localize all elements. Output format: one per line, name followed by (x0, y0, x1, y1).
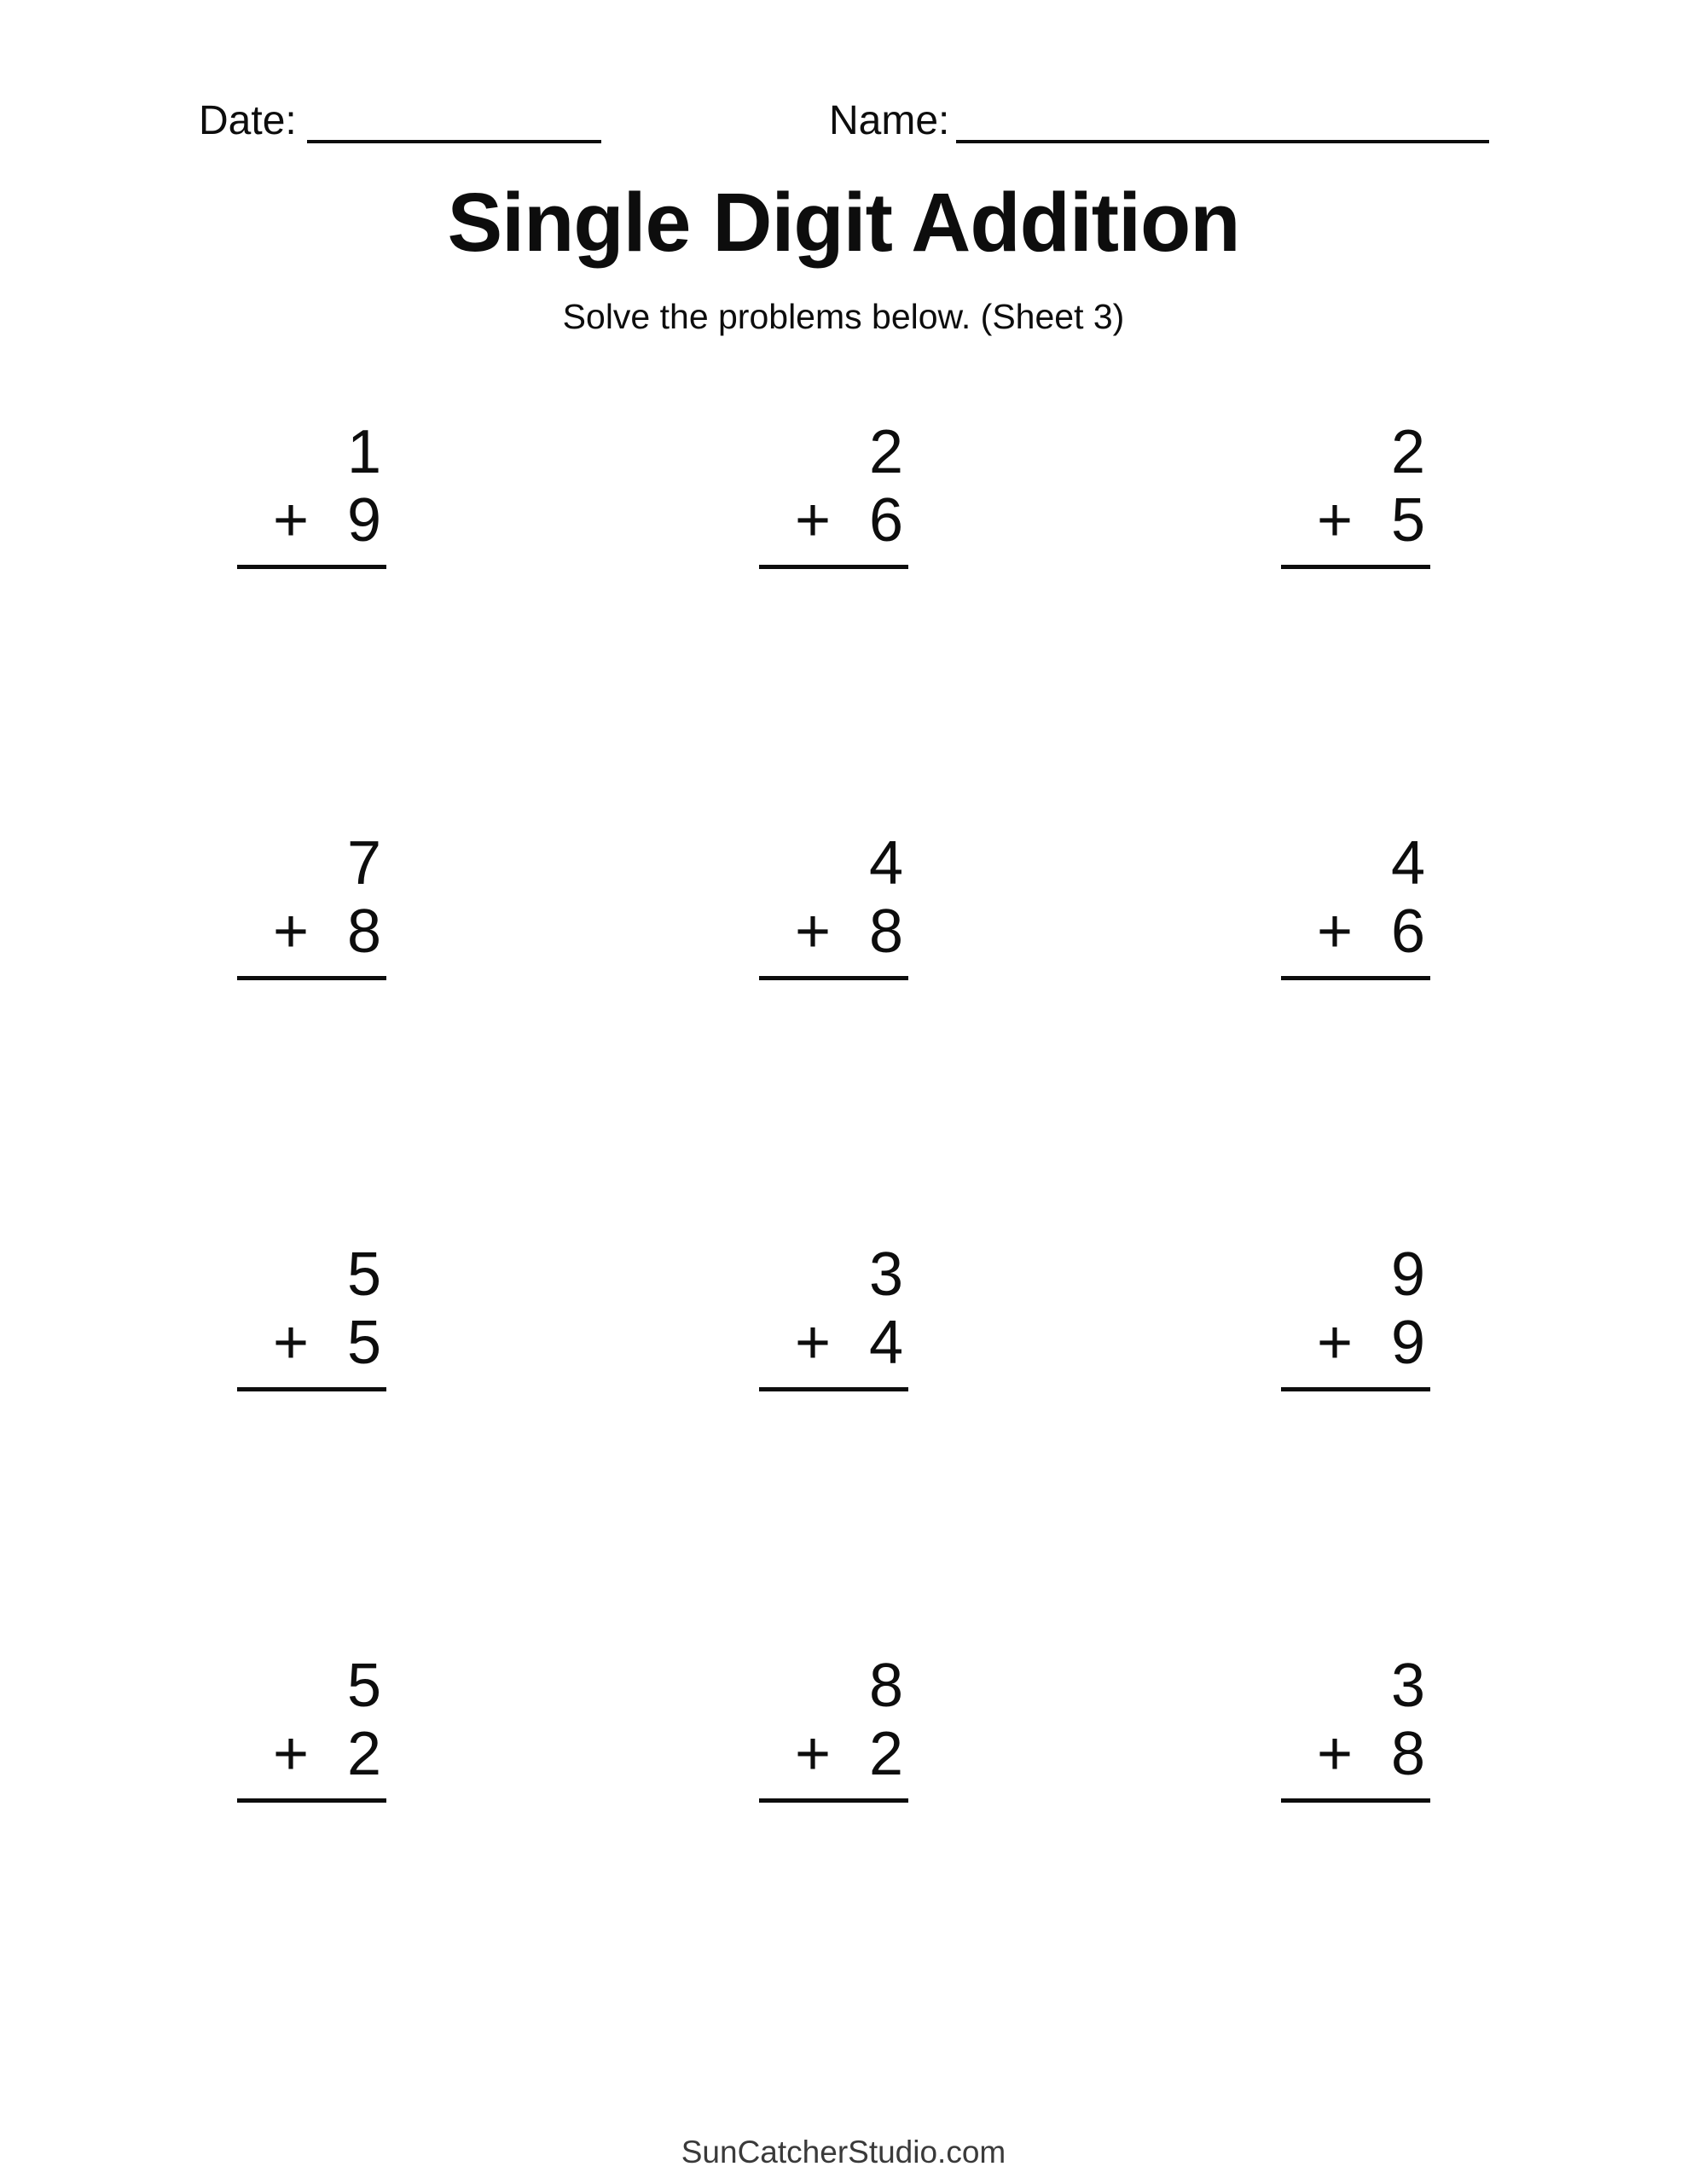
answer-line (1281, 1798, 1430, 1803)
footer-credit: SunCatcherStudio.com (681, 2135, 1006, 2169)
bottom-operand-row (237, 1309, 386, 1377)
plus-operator: + (1317, 1720, 1354, 1788)
top-operand: 5 (346, 1240, 381, 1309)
name-label: Name: (829, 98, 950, 143)
name-blank-line (956, 102, 1489, 143)
answer-line (1281, 1387, 1430, 1391)
answer-line (759, 1798, 908, 1803)
date-field (199, 99, 601, 143)
plus-operator: + (795, 897, 832, 966)
bottom-operand: 5 (346, 1309, 381, 1377)
worksheet-title: Single Digit Addition (447, 176, 1240, 269)
plus-operator: + (795, 1309, 832, 1377)
addition-problem (1281, 418, 1430, 572)
top-operand: 3 (1390, 1652, 1425, 1720)
bottom-operand: 9 (1390, 1309, 1425, 1377)
addition-problem (237, 418, 386, 572)
bottom-operand-row (237, 897, 386, 966)
bottom-operand-row (237, 486, 386, 555)
date-label: Date: (199, 98, 297, 143)
bottom-operand-row (759, 486, 908, 555)
bottom-operand: 8 (1390, 1720, 1425, 1788)
plus-operator: + (795, 1720, 832, 1788)
worksheet-subtitle: Solve the problems below. (Sheet 3) (562, 297, 1125, 336)
bottom-operand-row (759, 897, 908, 966)
answer-line (759, 976, 908, 980)
top-operand: 1 (346, 418, 381, 486)
bottom-operand: 8 (868, 897, 903, 966)
bottom-operand-row (1281, 1720, 1430, 1788)
plus-operator: + (1317, 897, 1354, 966)
bottom-operand: 5 (1390, 486, 1425, 555)
top-operand: 4 (868, 829, 903, 897)
plus-operator: + (1317, 486, 1354, 555)
date-blank-line (307, 102, 601, 143)
bottom-operand-row (237, 1720, 386, 1788)
bottom-operand-row (1281, 897, 1430, 966)
top-operand: 8 (868, 1652, 903, 1720)
top-operand: 5 (346, 1652, 381, 1720)
top-operand: 7 (346, 829, 381, 897)
answer-line (759, 565, 908, 569)
plus-operator: + (273, 1309, 310, 1377)
bottom-operand-row (1281, 486, 1430, 555)
bottom-operand-row (759, 1309, 908, 1377)
bottom-operand: 6 (1390, 897, 1425, 966)
bottom-operand-row (1281, 1309, 1430, 1377)
bottom-operand: 8 (346, 897, 381, 966)
top-operand: 9 (1390, 1240, 1425, 1309)
addition-problem (759, 1652, 908, 1805)
addition-problem (237, 1652, 386, 1805)
plus-operator: + (273, 486, 310, 555)
answer-line (237, 1798, 386, 1803)
addition-problem (237, 1240, 386, 1394)
plus-operator: + (273, 897, 310, 966)
top-operand: 4 (1390, 829, 1425, 897)
answer-line (1281, 565, 1430, 569)
answer-line (237, 976, 386, 980)
problems-grid (237, 418, 1430, 1805)
bottom-operand: 6 (868, 486, 903, 555)
answer-line (237, 1387, 386, 1391)
addition-problem (759, 418, 908, 572)
bottom-operand: 9 (346, 486, 381, 555)
top-operand: 2 (1390, 418, 1425, 486)
addition-problem (759, 1240, 908, 1394)
bottom-operand: 2 (346, 1720, 381, 1788)
answer-line (1281, 976, 1430, 980)
answer-line (237, 565, 386, 569)
answer-line (759, 1387, 908, 1391)
bottom-operand: 2 (868, 1720, 903, 1788)
bottom-operand-row (759, 1720, 908, 1788)
addition-problem (237, 829, 386, 983)
top-operand: 2 (868, 418, 903, 486)
plus-operator: + (795, 486, 832, 555)
top-operand: 3 (868, 1240, 903, 1309)
addition-problem (1281, 1652, 1430, 1805)
addition-problem (1281, 1240, 1430, 1394)
plus-operator: + (1317, 1309, 1354, 1377)
name-field (829, 99, 1489, 143)
addition-problem (759, 829, 908, 983)
plus-operator: + (273, 1720, 310, 1788)
bottom-operand: 4 (868, 1309, 903, 1377)
addition-problem (1281, 829, 1430, 983)
